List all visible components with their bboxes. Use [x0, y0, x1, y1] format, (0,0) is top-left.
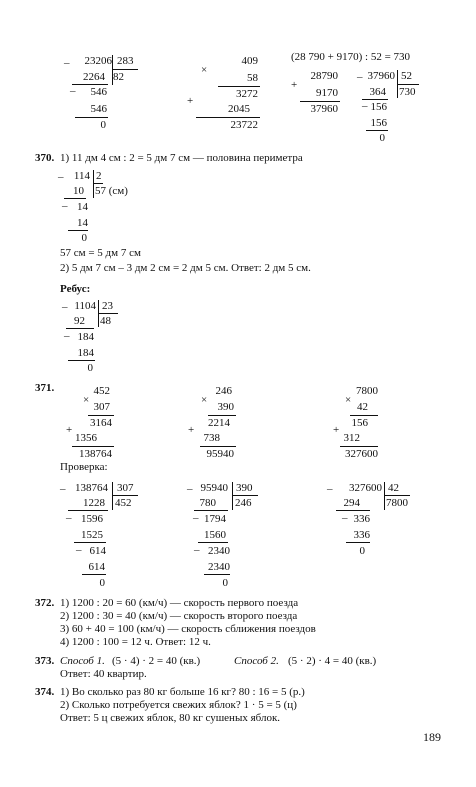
minus-sign: _	[62, 297, 68, 309]
dividend: 23206	[84, 55, 112, 67]
factor-a: 409	[241, 55, 258, 67]
divisor: 52	[401, 70, 412, 82]
remainder-step: 1596	[81, 513, 103, 525]
subtrahend: 10	[73, 185, 84, 197]
rebus-label: Ребус:	[60, 283, 91, 295]
quotient: 57 (см)	[95, 185, 128, 197]
minus-sign: _	[194, 540, 200, 552]
addend: 9170	[316, 87, 338, 99]
dividend: 37960	[367, 70, 395, 82]
subtrahend: 14	[77, 217, 88, 229]
remainder: 0	[99, 577, 105, 589]
partial-product: 312	[343, 432, 360, 444]
remainder-step: 1794	[204, 513, 226, 525]
minus-sign: _	[76, 540, 82, 552]
method-label: Способ 1.	[60, 655, 105, 667]
minus-sign: _	[66, 508, 72, 520]
factor-a: 7800	[356, 385, 378, 397]
method-label: Способ 2.	[234, 655, 279, 667]
subtrahend: 294	[343, 497, 360, 509]
dividend: 138764	[75, 482, 108, 494]
partial-product: 3164	[90, 417, 112, 429]
minus-sign: _	[342, 508, 348, 520]
divisor: 42	[388, 482, 399, 494]
partial-product: 156	[351, 417, 368, 429]
minus-sign: _	[64, 326, 70, 338]
factor-b: 390	[217, 401, 234, 413]
remainder: 0	[100, 119, 106, 131]
subtrahend: 184	[77, 347, 94, 359]
solution-line: 1) Во сколько раз 80 кг больше 16 кг? 80 : 16 = 5 (р.)	[60, 686, 305, 698]
subtrahend: 1525	[81, 529, 103, 541]
subtrahend: 780	[199, 497, 216, 509]
plus-sign: +	[188, 424, 195, 436]
quotient: 7800	[386, 497, 408, 509]
product: 23722	[230, 119, 258, 131]
subtrahend: 2264	[83, 71, 105, 83]
plus-sign: +	[333, 424, 340, 436]
solution-line: 3) 60 + 40 = 100 (км/ч) — скорость сближения поездов	[60, 623, 316, 635]
times-sign: ×	[83, 394, 90, 406]
minus-sign: _	[60, 479, 66, 491]
check-label: Проверка:	[60, 461, 108, 473]
solution-line: 2) 1200 : 30 = 40 (км/ч) — скорость второго поезда	[60, 610, 298, 622]
plus-sign: +	[66, 424, 73, 436]
answer-line: Ответ: 5 ц свежих яблок, 80 кг сушеных яблок.	[60, 712, 281, 724]
divisor: 23	[102, 300, 113, 312]
problem-number: 374.	[35, 686, 55, 698]
divisor: 307	[117, 482, 134, 494]
minus-sign: _	[58, 167, 64, 179]
factor-a: 452	[93, 385, 110, 397]
remainder: 0	[359, 545, 365, 557]
subtrahend: 1228	[83, 497, 105, 509]
partial-product: 738	[203, 432, 220, 444]
minus-sign: _	[357, 67, 363, 79]
divisor: 2	[96, 170, 102, 182]
times-sign: ×	[345, 394, 352, 406]
minus-sign: _	[70, 81, 76, 93]
product: 95940	[206, 448, 234, 460]
minus-sign: _	[62, 196, 68, 208]
remainder: 0	[222, 577, 228, 589]
solution-line: 1) 11 дм 4 см : 2 = 5 дм 7 см — половина периметра	[60, 152, 303, 164]
partial-product: 3272	[236, 88, 258, 100]
times-sign: ×	[201, 64, 208, 76]
sum: 37960	[310, 103, 338, 115]
solution-line: 57 см = 5 дм 7 см	[60, 247, 141, 259]
factor-b: 58	[247, 72, 258, 84]
dividend: 1104	[74, 300, 96, 312]
solution-line: (5 · 4) · 2 = 40 (кв.)	[112, 655, 201, 667]
subtrahend: 92	[74, 315, 85, 327]
product: 138764	[79, 448, 112, 460]
solution-line: 4) 1200 : 100 = 12 ч. Ответ: 12 ч.	[60, 636, 211, 648]
minus-sign: _	[64, 53, 70, 65]
remainder-step: 614	[89, 545, 106, 557]
subtrahend: 546	[90, 103, 107, 115]
divisor: 390	[236, 482, 253, 494]
remainder-step: 2340	[208, 545, 230, 557]
solution-line: 2) Сколько потребуется свежих яблок? 1 · 5 = 5 (ц)	[60, 699, 297, 711]
quotient: 452	[115, 497, 132, 509]
expression: (28 790 + 9170) : 52 = 730	[291, 51, 411, 63]
quotient: 246	[235, 497, 252, 509]
partial-product: 2214	[208, 417, 230, 429]
remainder: 0	[81, 232, 87, 244]
remainder-step: 546	[90, 86, 107, 98]
quotient: 48	[100, 315, 111, 327]
subtrahend: 156	[370, 117, 387, 129]
plus-sign: +	[291, 79, 298, 91]
plus-sign: +	[187, 95, 194, 107]
problem-number: 372.	[35, 597, 55, 609]
problem-number: 371.	[35, 382, 55, 394]
solution-line: 2) 5 дм 7 см – 3 дм 2 см = 2 дм 5 см. Ответ: 2 дм 5 см.	[60, 262, 311, 274]
subtrahend: 364	[369, 86, 386, 98]
remainder-step: 184	[77, 331, 94, 343]
quotient: 82	[113, 71, 124, 83]
subtrahend: 336	[353, 529, 370, 541]
remainder-step: 336	[353, 513, 370, 525]
subtrahend: 2340	[208, 561, 230, 573]
factor-a: 246	[215, 385, 232, 397]
factor-b: 307	[93, 401, 110, 413]
problem-number: 370.	[35, 152, 55, 164]
dividend: 95940	[200, 482, 228, 494]
remainder: 0	[379, 132, 385, 144]
solution-line: (5 · 2) · 4 = 40 (кв.)	[288, 655, 377, 667]
partial-product: 1356	[75, 432, 97, 444]
minus-sign: _	[327, 479, 333, 491]
dividend: 327600	[349, 482, 382, 494]
answer-line: Ответ: 40 квартир.	[60, 668, 147, 680]
problem-number: 373.	[35, 655, 55, 667]
divisor: 283	[117, 55, 134, 67]
minus-sign: _	[362, 96, 368, 108]
minus-sign: _	[193, 508, 199, 520]
page-number: 189	[423, 730, 441, 744]
addend: 28790	[310, 70, 338, 82]
subtrahend: 1560	[204, 529, 226, 541]
remainder: 0	[87, 362, 93, 374]
subtrahend: 614	[88, 561, 105, 573]
remainder-step: 14	[77, 201, 88, 213]
partial-product: 2045	[228, 103, 250, 115]
dividend: 114	[73, 170, 90, 182]
solution-line: 1) 1200 : 20 = 60 (км/ч) — скорость первого поезда	[60, 597, 299, 609]
factor-b: 42	[357, 401, 368, 413]
times-sign: ×	[201, 394, 208, 406]
quotient: 730	[399, 86, 416, 98]
product: 327600	[345, 448, 378, 460]
minus-sign: _	[187, 479, 193, 491]
remainder-step: 156	[370, 101, 387, 113]
